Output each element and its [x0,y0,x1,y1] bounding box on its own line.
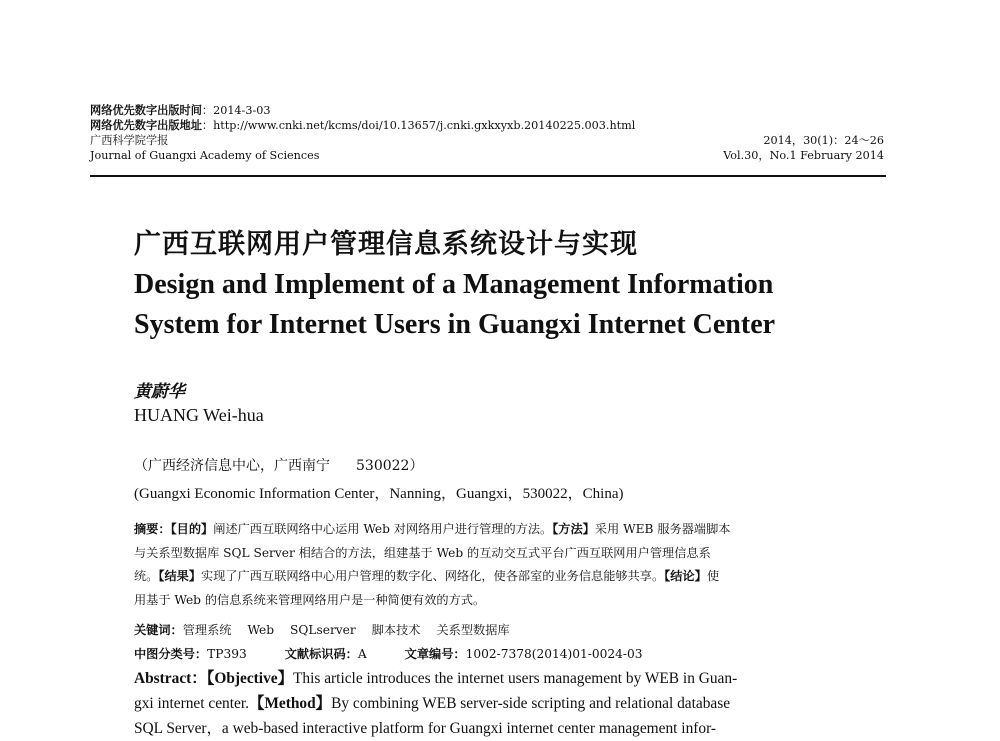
article-number-value: 1002-7378(2014)01-0024-03 [465,647,643,661]
header-pub-addr-line [90,118,884,133]
header-divider [90,175,886,177]
clc-label: 中图分类号： [134,647,208,661]
keyword: 关系型数据库 [436,623,510,637]
pub-time: ：2014-3-03 [201,104,271,117]
keyword: 管理系统 [182,623,232,637]
article-number [405,647,643,661]
title-english [134,265,854,345]
abstract-en-line-2-text: By combining WEB server-side scripting and relational database [331,695,731,712]
affiliation-chinese [134,455,423,475]
keywords-label: 关键词： [134,623,183,637]
abstract-en-line-1-text: This article introduces the internet users management by WEB in Guan- [293,670,738,687]
pub-time-label: 网络优先数字出版时间 [90,103,202,117]
abstract-en-line-2-start: gxi internet center. [134,695,249,712]
keyword: SQLserver [290,623,356,637]
abstract-en-line-1 [134,666,840,691]
abstract-en-line-3: SQL Server，a web-based interactive platform for Guangxi internet center management infor- [134,720,717,737]
abstract-cn-line-3-start: 统。 [134,569,159,583]
pub-addr-label: 网络优先数字出版地址 [90,118,202,132]
document-code [285,647,367,661]
abstract-english [134,666,840,741]
title-english-line-2: System for Internet Users in Guangxi Internet Center [134,309,776,340]
header-pub-time-line [90,103,884,118]
abstract-chinese [134,518,844,612]
conclusion-label-cn: 【结论】 [664,569,707,583]
keywords [134,621,526,638]
affiliation-cn-postcode: 530022） [356,458,424,474]
doc-code-label: 文献标识码： [284,647,358,661]
classification-meta [134,645,681,662]
abstract-en-line-2 [134,691,840,716]
method-label-en: 【Method】 [248,695,332,712]
conclusion-text-cn: 使 [706,569,719,583]
author-chinese: 黄蔚华 [134,382,185,402]
abstract-cn-line-2: 与关系型数据库 SQL Server 相结合的方法，组建基于 Web 的互动交互式平台广西互联网用户管理信息系 [134,545,711,560]
issue-pages: 2014，30(1)：24～26 [763,134,884,147]
abstract-en-label: Abstract： [134,670,207,687]
result-label-cn: 【结果】 [158,569,202,583]
journal-name-cn: 广西科学院学报 [90,134,169,147]
abstract-cn-line-3 [134,565,844,589]
clc-number [134,647,247,661]
affiliation-cn-text: （广西经济信息中心，广西南宁 [134,458,330,474]
doc-code-value: A [357,647,367,661]
title-chinese: 广西互联网用户管理信息系统设计与实现 [134,229,638,260]
header-journal-cn-line [90,133,884,148]
method-label-cn: 【方法】 [552,522,595,536]
keyword: 脚本技术 [371,623,421,637]
header-journal-en-line [90,148,884,163]
abstract-cn-line-4: 用基于 Web 的信息系统来管理网络用户是一种简便有效的方式。 [134,592,486,607]
journal-name-en: Journal of Guangxi Academy of Sciences [90,149,320,162]
affiliation-english: (Guangxi Economic Information Center，Nanning，Guangxi，530022，China) [134,486,624,502]
clc-value: TP393 [207,647,247,661]
volume-info: Vol.30，No.1 February 2014 [723,149,884,162]
title-english-line-1: Design and Implement of a Management Information [134,269,774,300]
abstract-cn-line-1 [134,518,844,542]
objective-text-cn: 阐述广西互联网络中心运用 Web 对网络用户进行管理的方法。 [213,522,553,536]
abstract-cn-label: 摘要： [134,522,171,536]
author-english: HUANG Wei-hua [134,405,264,425]
method-text-cn: 采用 WEB 服务器端脚本 [594,522,731,536]
pub-addr: ：http://www.cnki.net/kcms/doi/10.13657/j.cnki.gxkxyxb.20140225.003.html [201,119,636,132]
objective-label-cn: 【目的】 [170,522,214,536]
result-text-cn: 实现了广西互联网络中心用户管理的数字化、网络化，使各部室的业务信息能够共享。 [201,569,665,583]
article-number-label: 文章编号： [404,647,466,661]
objective-label-en: 【Objective】 [206,670,293,687]
journal-header [90,103,884,163]
keyword: Web [247,623,275,637]
